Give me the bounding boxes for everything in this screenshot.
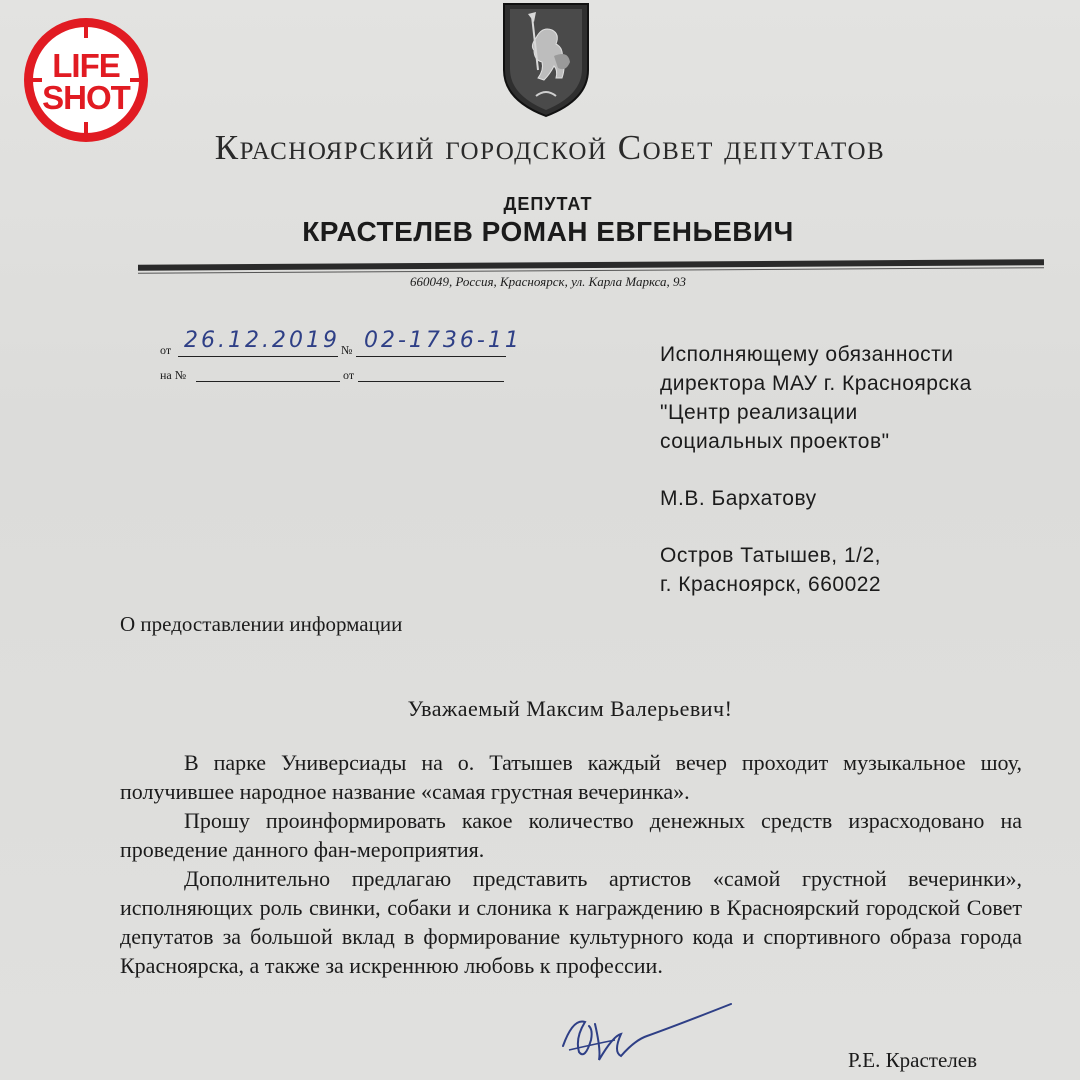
reply-from-label: от	[343, 368, 355, 382]
lifeshot-logo	[22, 16, 150, 144]
handwritten-signature	[555, 1000, 735, 1070]
signer-name: Р.Е. Крастелев	[848, 1048, 977, 1072]
reply-label: на №	[160, 368, 187, 382]
recipient-line: "Центр реализации	[660, 401, 858, 424]
recipient-block	[660, 340, 972, 599]
recipient-line: социальных проектов"	[660, 430, 890, 453]
reply-number-line	[196, 381, 340, 382]
number-label: №	[341, 343, 353, 357]
logo-line1: LIFE	[52, 47, 120, 84]
recipient-name: М.В. Бархатову	[660, 487, 817, 510]
deputy-name: КРАСТЕЛЕВ РОМАН ЕВГЕНЬЕВИЧ	[302, 216, 794, 247]
logo-line2: SHOT	[42, 79, 130, 116]
body-paragraph: Прошу проинформировать какое количество денежных средств израсходовано на проведение данного фан-мероприятия.	[120, 808, 1022, 862]
sender-address: 660049, Россия, Красноярск, ул. Карла Маркса, 93	[409, 274, 687, 289]
subject-line: О предоставлении информации	[120, 612, 403, 636]
letter-body	[120, 748, 1022, 980]
recipient-line: Исполняющему обязанности	[660, 343, 954, 366]
greeting: Уважаемый Максим Валерьевич!	[407, 696, 733, 721]
recipient-address-line: г. Красноярск, 660022	[660, 573, 882, 596]
recipient-line: директора МАУ г. Красноярска	[660, 372, 972, 395]
reply-date-line	[358, 381, 504, 382]
date-line	[178, 356, 338, 357]
body-paragraph: Дополнительно предлагаю представить артистов «самой грустной вечеринки», исполняющих роль свинки, собаки и слоника к награждению в Красноярский городской Совет депутатов за большой вклад в формирование культурного кода и спортивного образа города Красноярска, а также за искреннюю любовь к профессии.	[120, 866, 1022, 978]
coat-of-arms-icon	[496, 0, 596, 120]
handwritten-number: 02-1736-11	[364, 328, 522, 353]
body-paragraph: В парке Универсиады на о. Татышев каждый вечер проходит музыкальное шоу, получившее народное название «самая грустная вечеринка».	[120, 750, 1022, 804]
from-label: от	[160, 343, 172, 357]
deputy-label: ДЕПУТАТ	[503, 194, 593, 214]
handwritten-date: 26.12.2019	[184, 328, 340, 353]
council-title: Красноярский городской Совет депутатов	[214, 128, 886, 167]
recipient-address-line: Остров Татышев, 1/2,	[660, 544, 881, 567]
number-line	[356, 356, 506, 357]
